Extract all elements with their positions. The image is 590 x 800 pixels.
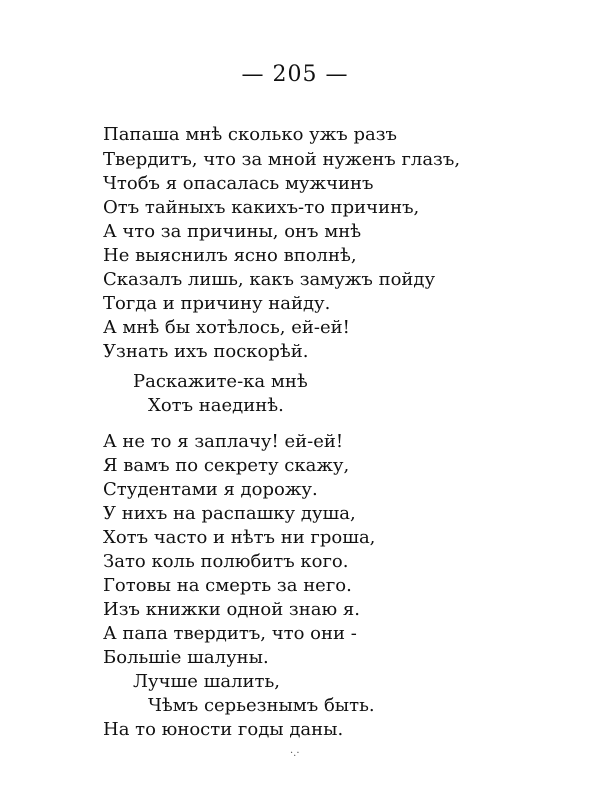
verse-line: Хотъ часто и нѣтъ ни гроша, bbox=[103, 527, 376, 548]
verse-line: Чѣмъ серьезнымъ быть. bbox=[148, 695, 375, 716]
page-number: — 205 — bbox=[241, 62, 349, 87]
verse-line: Изъ книжки одной знаю я. bbox=[103, 599, 360, 620]
verse-line: Студентами я дорожу. bbox=[103, 479, 318, 500]
verse-line: А что за причины, онъ мнѣ bbox=[103, 221, 362, 242]
verse-line: Готовы на смерть за него. bbox=[103, 575, 352, 596]
verse-line: Большіе шалуны. bbox=[103, 647, 269, 668]
verse-line: Зато коль полюбитъ кого. bbox=[103, 551, 349, 572]
verse-line: А мнѣ бы хотѣлось, ей-ей! bbox=[103, 317, 350, 338]
verse-line: Чтобъ я опасалась мужчинъ bbox=[103, 173, 374, 194]
verse-line: Отъ тайныхъ какихъ-то причинъ, bbox=[103, 197, 420, 218]
verse-line: Раскажите-ка мнѣ bbox=[133, 371, 308, 392]
verse-line: Хотъ наединѣ. bbox=[148, 395, 284, 416]
verse-line: У нихъ на распашку душа, bbox=[103, 503, 356, 524]
printer-mark: ·.· bbox=[290, 748, 300, 759]
verse-line: А папа твердитъ, что они - bbox=[103, 623, 357, 644]
verse-line: Твердитъ, что за мной нуженъ глазъ, bbox=[103, 149, 461, 170]
verse-line: Тогда и причину найду. bbox=[103, 293, 331, 314]
verse-line: Папаша мнѣ сколько ужъ разъ bbox=[103, 124, 397, 145]
verse-line: Узнать ихъ поскорѣй. bbox=[103, 341, 309, 362]
verse-line: Сказалъ лишь, какъ замужъ пойду bbox=[103, 269, 436, 290]
verse-line: Не выяснилъ ясно вполнѣ, bbox=[103, 245, 357, 266]
verse-line: А не то я заплачу! ей-ей! bbox=[103, 431, 344, 452]
verse-line: Лучше шалить, bbox=[133, 671, 280, 692]
verse-line: Я вамъ по секрету скажу, bbox=[103, 455, 350, 476]
verse-line: На то юности годы даны. bbox=[103, 719, 344, 740]
